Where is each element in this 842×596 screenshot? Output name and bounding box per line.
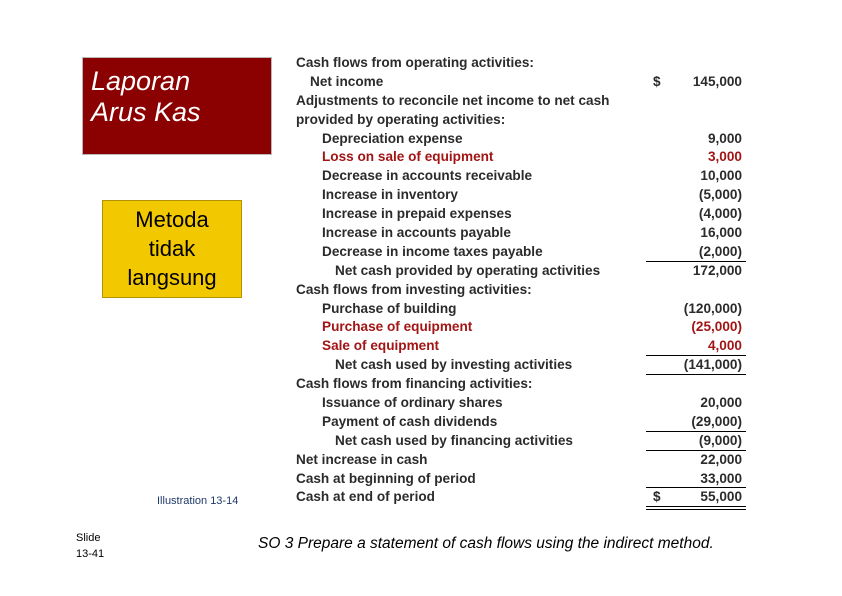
study-objective-footer: SO 3 Prepare a statement of cash flows using the indirect method. <box>258 535 714 552</box>
row-amount: (5,000) <box>698 187 742 203</box>
table-row <box>296 111 746 130</box>
row-amount: (9,000) <box>698 432 742 448</box>
slide-number <box>76 530 104 562</box>
method-line-3: langsung <box>127 265 217 290</box>
row-label: Depreciation expense <box>322 130 463 146</box>
subtotal-row-investing <box>296 356 746 375</box>
table-row <box>296 337 746 356</box>
row-label: Cash flows from investing activities: <box>296 281 532 297</box>
table-row <box>296 73 746 92</box>
row-label: Cash at beginning of period <box>296 470 476 486</box>
row-label: Net increase in cash <box>296 451 428 467</box>
row-label: Purchase of equipment <box>322 319 473 335</box>
row-amount: 172,000 <box>692 262 742 278</box>
table-row <box>296 394 746 413</box>
row-amount: 33,000 <box>700 470 742 486</box>
total-row-cash-end <box>296 488 746 507</box>
row-label: provided by operating activities: <box>296 111 506 127</box>
section-operating-heading <box>296 54 746 73</box>
method-line-1: Metoda <box>135 207 209 232</box>
row-label: Net income <box>310 73 384 89</box>
row-amount: (120,000) <box>683 300 742 316</box>
slide-label: Slide <box>76 532 101 544</box>
table-row <box>296 224 746 243</box>
row-label: Cash at end of period <box>296 489 435 505</box>
cash-flow-statement <box>296 54 746 507</box>
table-row <box>296 167 746 186</box>
table-row <box>296 318 746 337</box>
row-amount: 20,000 <box>700 395 742 411</box>
table-row <box>296 186 746 205</box>
method-line-2: tidak <box>148 236 196 261</box>
row-label: Net cash used by investing activities <box>335 357 573 373</box>
table-row <box>296 451 746 470</box>
row-label: Net cash provided by operating activities <box>335 262 601 278</box>
table-row <box>296 300 746 319</box>
subtotal-row-financing <box>296 432 746 451</box>
row-amount: (29,000) <box>691 413 742 429</box>
row-amount: (4,000) <box>698 206 742 222</box>
row-amount: 16,000 <box>700 225 742 241</box>
table-row <box>296 205 746 224</box>
row-amount: 3,000 <box>707 149 742 165</box>
row-label: Issuance of ordinary shares <box>322 395 503 411</box>
illustration-label: Illustration 13-14 <box>157 495 239 507</box>
section-financing-heading <box>296 375 746 394</box>
row-label: Cash flows from financing activities: <box>296 376 533 392</box>
row-amount: 9,000 <box>707 130 742 146</box>
row-amount: 10,000 <box>700 168 742 184</box>
row-amount: (2,000) <box>698 243 742 259</box>
row-label: Increase in inventory <box>322 187 458 203</box>
row-label: Cash flows from operating activities: <box>296 55 534 70</box>
title-box <box>82 57 272 155</box>
row-label: Adjustments to reconcile net income to net cash <box>296 92 610 108</box>
subtotal-row-operating <box>296 262 746 281</box>
table-row <box>296 470 746 489</box>
table-row <box>296 148 746 167</box>
row-label: Purchase of building <box>322 300 457 316</box>
section-investing-heading <box>296 281 746 300</box>
row-amount: 4,000 <box>707 338 742 354</box>
table-row <box>296 243 746 262</box>
row-label: Payment of cash dividends <box>322 413 498 429</box>
row-label: Increase in accounts payable <box>322 225 511 241</box>
dollar-sign: $ <box>653 73 661 89</box>
method-box <box>102 200 242 298</box>
title-line-1: Laporan <box>91 66 191 96</box>
row-label: Decrease in income taxes payable <box>322 243 543 259</box>
row-label: Sale of equipment <box>322 338 440 354</box>
row-amount: 55,000 <box>700 489 742 505</box>
row-amount: 22,000 <box>700 451 742 467</box>
row-label: Decrease in accounts receivable <box>322 168 533 184</box>
row-label: Net cash used by financing activities <box>335 432 573 448</box>
row-label: Loss on sale of equipment <box>322 149 494 165</box>
slide-index: 13-41 <box>76 548 105 560</box>
table-row <box>296 92 746 111</box>
table-row <box>296 413 746 432</box>
title-line-2: Arus Kas <box>91 97 201 127</box>
table-row <box>296 130 746 149</box>
row-label: Increase in prepaid expenses <box>322 206 512 222</box>
row-amount: (141,000) <box>683 357 742 373</box>
row-amount: 145,000 <box>692 73 742 89</box>
row-amount: (25,000) <box>691 319 742 335</box>
dollar-sign: $ <box>653 489 661 505</box>
